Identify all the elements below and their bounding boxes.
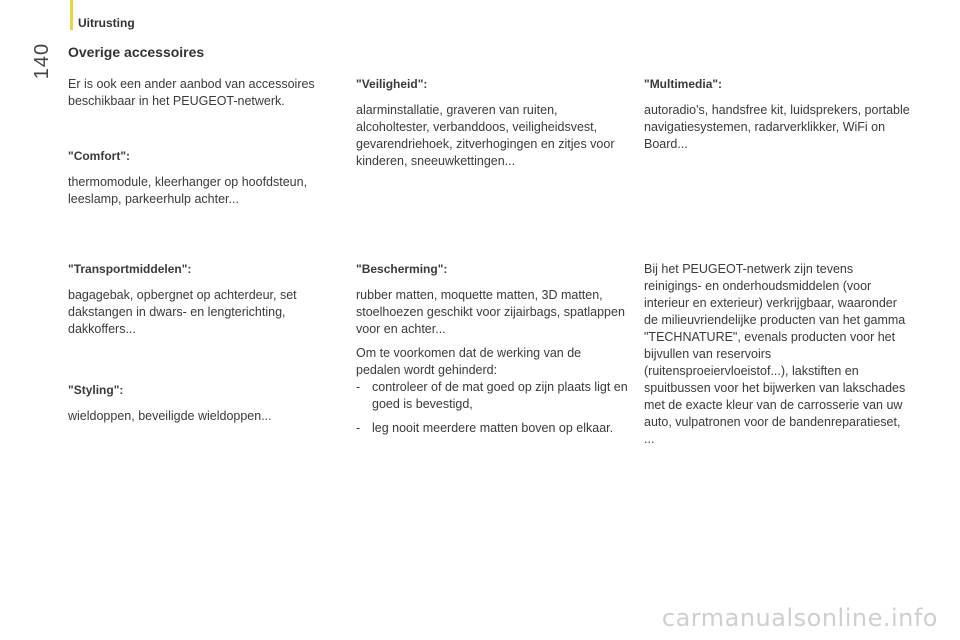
- network-note-text: Bij het PEUGEOT-netwerk zijn tevens reinigings- en onderhoudsmiddelen (voor interieur en exterieur) verkrijgbaar, waaronder de milieuvriendelijke producten van het gamma "TECHNATURE", evenals producten voor het bijvullen van reservoirs (ruitensproeiervloeistof...), lakstiften en spuitbussen voor het bijwerken van lakschades met de exacte kleur van de carrosserie van uw auto, vulpatronen voor de bandenreparatieset, ...: [644, 262, 906, 446]
- section-transport: [68, 261, 343, 338]
- mat-warning: [356, 345, 628, 444]
- chapter-accent-bar: [70, 0, 73, 30]
- section-text: autoradio's, handsfree kit, luidsprekers, portable navigatiesystemen, radarverklikker, WiFi on Board...: [644, 103, 910, 151]
- dash-bullet: -: [356, 380, 361, 394]
- chapter-title: Uitrusting: [78, 16, 135, 30]
- mat-warning-list: [356, 379, 628, 437]
- watermark: carmanualsonline.info: [661, 604, 938, 632]
- mat-warning-intro: Om te voorkomen dat de werking van de pedalen wordt gehinderd:: [356, 346, 582, 377]
- dash-bullet: -: [356, 421, 361, 435]
- section-comfort: [68, 148, 343, 208]
- section-veiligheid: [356, 76, 628, 170]
- section-heading: "Comfort":: [68, 149, 131, 163]
- section-heading: "Styling":: [68, 383, 124, 397]
- section-heading: "Bescherming":: [356, 262, 448, 276]
- list-item: - controleer of de mat goed op zijn plaats ligt en goed is bevestigd,: [356, 380, 628, 411]
- section-heading: "Transportmiddelen":: [68, 262, 192, 276]
- network-note: [644, 261, 914, 448]
- section-bescherming: [356, 261, 628, 338]
- page-title: Overige accessoires: [68, 44, 205, 60]
- intro-block: [68, 76, 343, 110]
- section-text: thermomodule, kleerhanger op hoofdsteun, leeslamp, parkeerhulp achter...: [68, 175, 308, 206]
- list-item: - leg nooit meerdere matten boven op elkaar.: [356, 421, 614, 435]
- section-text: bagagebak, opbergnet op achterdeur, set dakstangen in dwars- en lengterichting, dakkoffers...: [68, 288, 297, 336]
- section-text: rubber matten, moquette matten, 3D matten, stoelhoezen geschikt voor zijairbags, spatlappen voor en achter...: [356, 288, 625, 336]
- section-text: alarminstallatie, graveren van ruiten, alcoholtester, verbanddoos, veiligheidsvest, gevarendriehoek, zitverhogingen en zitjes voor kinderen, sneeuwkettingen...: [356, 103, 615, 168]
- intro-text: Er is ook een ander aanbod van accessoires beschikbaar in het PEUGEOT-netwerk.: [68, 77, 315, 108]
- section-styling: [68, 382, 343, 425]
- page-number: 140: [30, 42, 53, 80]
- section-heading: "Veiligheid":: [356, 77, 428, 91]
- section-heading: "Multimedia":: [644, 77, 723, 91]
- section-text: wieldoppen, beveiligde wieldoppen...: [68, 409, 272, 423]
- section-multimedia: [644, 76, 919, 153]
